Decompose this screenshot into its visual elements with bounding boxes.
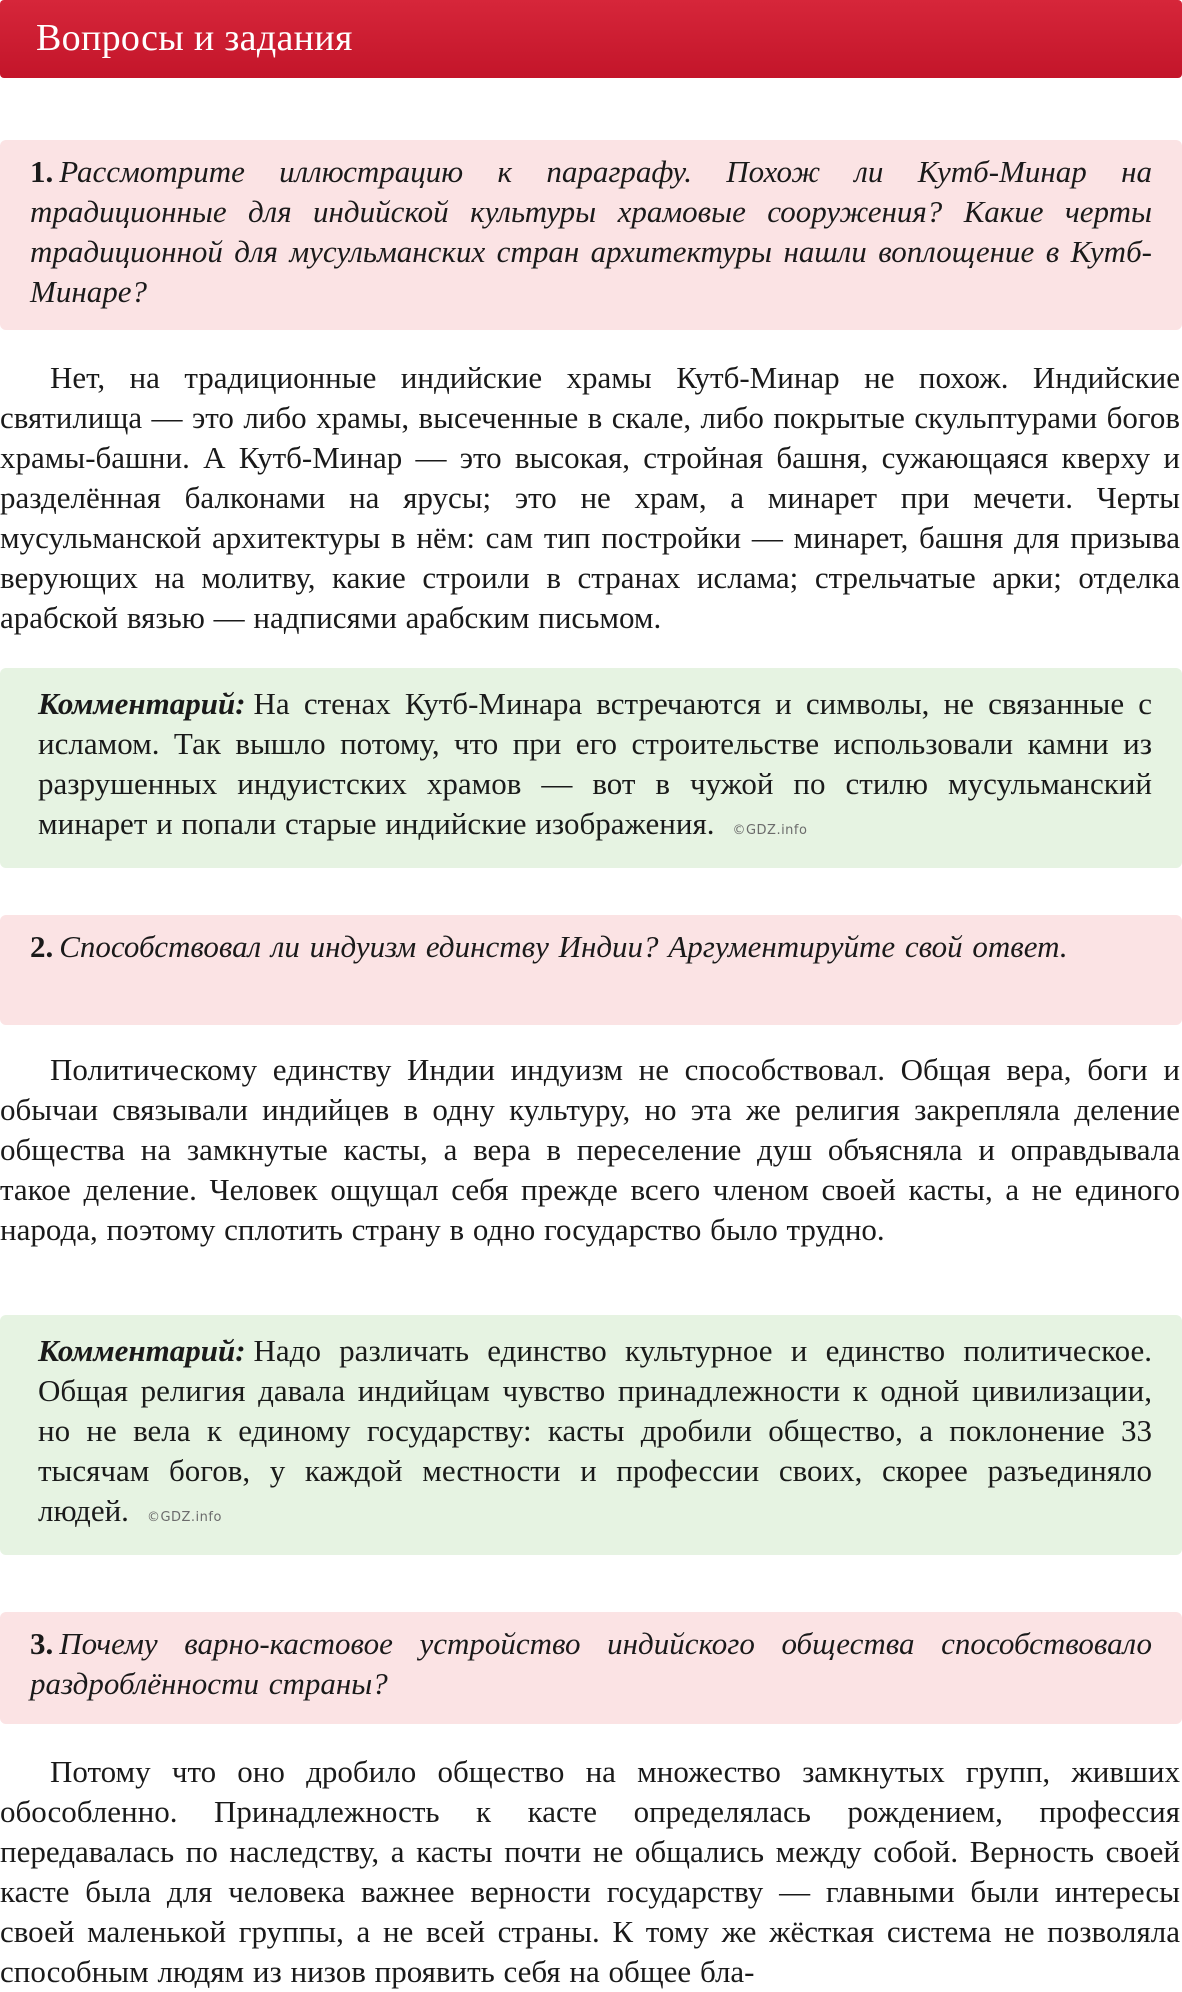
comment-text: Надо различать единство культурное и единство политическое. Общая религия давала индийцам чувство принадлежности к одной цивилизации, но не вела к единому государству: касты дробили общество, а поклонение 33 тысячам богов, у каждой местности и профессии своих, скорее разъединяло людей. (38, 1333, 1152, 1528)
question-box-1 (0, 140, 1182, 330)
question-number: 1. (30, 154, 54, 189)
comment-box-1 (0, 668, 1182, 868)
comment-box-2 (0, 1315, 1182, 1555)
question-text: Способствовал ли индуизм единству Индии? Аргументируйте свой ответ. (59, 929, 1068, 964)
comment-label: Комментарий: (38, 1333, 246, 1368)
question-box-3 (0, 1612, 1182, 1724)
question-3 (30, 1624, 1152, 1704)
question-2 (30, 927, 1152, 967)
question-1 (30, 152, 1152, 312)
comment-1 (38, 684, 1152, 851)
comment-label: Комментарий: (38, 686, 246, 721)
comment-text: На стенах Кутб-Минара встречаются и символы, не связанные с исламом. Так вышло потому, что при его строительстве использовали камни из разрушенных индуистских храмов — вот в чужой по стилю мусульманский минарет и попали старые индийские изображения. (38, 686, 1152, 841)
answer-3: Потому что оно дробило общество на множество замкнутых групп, живших обособленно. Принадлежность к касте определялась рождением, профессия передавалась по наследству, а касты почти не общались между собой. Верность своей касте была для человека важнее верности государству — главными были интересы своей маленькой группы, а не всей страны. К тому же жёсткая система не позволяла способным людям из низов проявить себя на общее бла- (0, 1754, 1180, 1989)
watermark: ©GDZ.info (732, 823, 808, 838)
section-header (0, 0, 1182, 78)
question-box-2 (0, 915, 1182, 1025)
question-number: 3. (30, 1626, 54, 1661)
comment-2 (38, 1331, 1152, 1538)
question-number: 2. (30, 929, 54, 964)
answer-1: Нет, на традиционные индийские храмы Кутб-Минар не похож. Индийские святилища — это либо храмы, высеченные в скале, либо покрытые скульптурами богов храмы-башни. А Кутб-Минар — это высокая, стройная башня, сужающаяся кверху и разделённая балконами на ярусы; это не храм, а минарет при мечети. Черты мусульманской архитектуры в нём: сам тип постройки — минарет, башня для призыва верующих на молитву, какие строили в странах ислама; стрельчатые арки; отделка арабской вязью — надписями арабским письмом. (0, 360, 1180, 635)
section-title: Вопросы и задания (36, 17, 353, 59)
answer-2: Политическому единству Индии индуизм не способствовал. Общая вера, боги и обычаи связывали индийцев в одну культуру, но эта же религия закрепляла деление общества на замкнутые касты, а вера в переселение душ объясняла и оправдывала такое деление. Человек ощущал себя прежде всего членом своей касты, а не единого народа, поэтому сплотить страну в одно государство было трудно. (0, 1052, 1180, 1247)
question-text: Почему варно-кастовое устройство индийского общества способствовало раздроблённости страны? (30, 1626, 1152, 1701)
question-text: Рассмотрите иллюстрацию к параграфу. Похож ли Кутб-Минар на традиционные для индийской культуры храмовые сооружения? Какие черты традиционной для мусульманских стран архитектуры нашли воплощение в Кутб-Минаре? (30, 154, 1152, 309)
watermark: ©GDZ.info (146, 1510, 222, 1525)
